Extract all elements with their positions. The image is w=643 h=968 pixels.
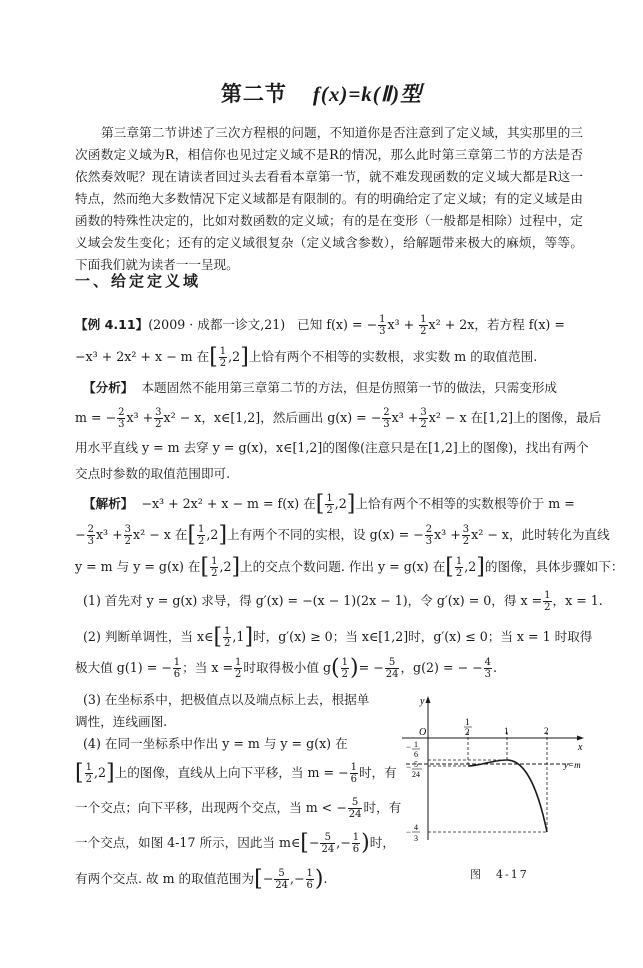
frac-den: 3 [87,536,94,547]
frac-num: 2 [118,407,125,418]
frac-num: 3 [462,524,470,535]
frac-den: 2 [85,774,92,785]
frac-den: 6 [173,669,181,680]
frac-den: 24 [385,669,399,680]
analysis-text: m = − [75,410,117,425]
step-text: ,1 [232,629,245,644]
fraction [425,524,433,547]
fraction [462,524,470,547]
frac-num: 3 [124,524,132,535]
bracket: ] [106,760,115,786]
fraction [124,524,132,547]
frac-den: 2 [420,326,427,337]
frac-num: 5 [348,797,363,809]
example-text-2: x³ + [387,317,415,332]
label-minus: − [406,827,412,837]
solution-text: 上有两个不同的实根，设 g(x) = − [227,527,424,542]
fraction [350,762,358,785]
paren: ( [331,655,340,681]
fraction [274,868,289,891]
frac-num: 1 [224,626,231,637]
paren: ) [361,830,370,856]
step-4-line-4: 一个交点，如图 4-17 所示，因此当 m∈[− $\frac{5}{24}$ ,− $\frac{1}{6}$ )时， [75,830,395,856]
analysis-text: x² − x，x∈[1,2]，然后画出 g(x) = − [163,410,382,425]
frac-num: 1 [219,346,227,357]
label-m524-den: 24 [412,770,420,779]
label-two: 2 [544,726,549,736]
fraction [117,407,125,430]
fraction [87,524,95,547]
solution-text: ,2 [219,559,232,574]
frac-num: 1 [350,762,357,773]
solution-text: x³ + [95,527,123,542]
frac-den: 2 [326,505,333,516]
solution-text: y = m 与 y = g(x) 在 [75,559,201,574]
label-ym: y=m [564,760,581,770]
fraction [419,407,427,430]
solution-text: − [75,527,86,542]
fraction [484,657,492,680]
bracket: ] [346,491,356,517]
analysis-text: x³ + [126,410,154,425]
bracket: [ [209,344,218,370]
label-y: y [420,696,425,707]
analysis-line-2 [75,407,602,430]
step-text: (4) 在同一坐标系中作出 y = m 与 y = g(x) 在 [83,736,348,751]
bracket: ] [244,624,254,650]
y-axis-arrow [426,696,431,703]
bracket: [ [213,624,223,650]
frac-num: 2 [383,407,390,418]
fraction [223,626,231,649]
fraction [306,868,314,891]
bracket: [ [300,830,309,856]
frac-num: 1 [85,762,92,773]
label-m16-num: 1 [414,740,418,749]
frac-den: 2 [462,536,470,547]
frac-den: 2 [219,358,227,369]
example-text-1: 已知 f(x) = − [297,317,378,332]
step-text: . [323,871,328,886]
fraction [219,346,227,369]
label-minus: − [406,762,412,772]
step-2-line-1 [75,624,593,650]
step-text: 上的图像，直线从上向下平移，当 m = − [114,765,349,780]
frac-den: 3 [383,419,390,430]
bracket: [ [445,554,454,580]
frac-num: 3 [420,407,427,418]
figure-graph [392,692,592,892]
section-label: 第二节 [220,82,287,106]
frac-num: 1 [306,868,313,879]
fraction [197,524,205,547]
fraction [382,407,390,430]
label-half-num: 1 [465,717,470,727]
step-3-line-2: 调性，连线画图. [75,714,168,729]
step-text: 时，g′(x) ≥ 0；当 x∈[1,2]时，g′(x) ≤ 0；当 x = 1 时取得 [253,629,593,644]
fraction [341,657,349,680]
frac-den: 3 [425,536,433,547]
page-title [0,78,643,108]
step-text: = − [358,660,384,675]
step-text: 时，有 [363,800,402,815]
step-text: ，x = 1. [552,593,603,608]
frac-num: 1 [211,556,218,567]
fraction [348,797,363,820]
bracket: ] [218,522,228,548]
x-axis-arrow [577,736,584,741]
section-formula: f(x)=k(Ⅱ)型 [312,82,423,106]
bracket: [ [254,866,263,892]
frac-den: 2 [544,602,551,613]
frac-den: 3 [118,419,125,430]
example-line2b: ,2 [228,349,241,364]
frac-den: 2 [420,419,427,430]
solution-label: 【解析】 [83,496,134,511]
analysis-label: 【分析】 [83,380,134,395]
frac-den: 2 [455,568,463,579]
fraction [419,314,427,337]
bracket: [ [200,554,210,580]
bracket: ] [240,344,249,370]
frac-den: 3 [484,669,491,680]
fraction [325,493,333,516]
frac-num: 3 [155,407,162,418]
step-text: (1) 首先对 y = g(x) 求导，得 g′(x) = −(x − 1)(2x − 1)，令 g′(x) = 0，得 x = [83,593,543,608]
fraction [234,657,242,680]
fraction [85,762,93,785]
step-1 [75,590,603,613]
frac-num: 5 [385,657,400,669]
step-text: 有两个交点. 故 m 的取值范围为 [75,871,255,886]
analysis-text: x³ + [391,410,419,425]
label-minus: − [406,742,412,752]
step-4-line-2 [75,760,397,786]
frac-den: 2 [224,638,231,649]
solution-line-3 [75,554,624,580]
bracket: [ [75,760,84,786]
frac-den: 2 [198,536,205,547]
frac-den: 2 [235,669,242,680]
analysis-line-1 [75,378,583,398]
fraction [455,556,463,579]
step-4-line-1 [75,734,385,754]
step-text: ,2 [93,765,106,780]
step-text: ，g(2) = − − [400,660,483,675]
frac-num: 1 [198,524,205,535]
fraction [210,556,218,579]
label-one: 1 [504,726,509,736]
frac-den: 2 [341,669,349,680]
frac-den: 3 [379,326,386,337]
example-line2c: 上恰有两个不相等的实数根，求实数 m 的取值范围. [248,349,538,364]
curve-g [468,760,547,832]
step-4-line-3 [75,797,402,820]
step-text: (2) 判断单调性，当 x∈ [83,629,214,644]
frac-den: 2 [124,536,132,547]
frac-num: 1 [235,657,242,668]
frac-num: 5 [320,832,335,844]
fraction [352,832,360,855]
fraction [320,832,335,855]
step-2-line-2 [75,657,583,680]
frac-den: 24 [348,809,362,820]
label-m43-num: 4 [414,823,418,832]
fraction [154,407,162,430]
solution-line-1 [75,493,583,516]
frac-den: 6 [306,880,313,891]
frac-num: 2 [425,524,433,535]
solution-text: 的图像，具体步骤如下： [484,559,624,574]
step-text: 时取得极小值 g [243,660,332,675]
step-text: . [493,660,498,675]
solution-text: ,2 [206,527,219,542]
solution-text: 上的交点个数问题. 作出 y = g(x) 在 [240,559,446,574]
solution-text: x² − x 在 [133,527,188,542]
bracket: ] [231,554,241,580]
paren: ) [314,866,324,892]
analysis-text: x² − x 在[1,2]上的图像，最后 [428,410,602,425]
label-origin: O [419,727,427,738]
frac-num: 1 [455,556,463,567]
step-text: 时，有 [358,765,397,780]
example-text-3: x² + 2x，若方程 f(x) = [428,317,565,332]
example-label: 【例 4.11】 [75,317,149,332]
frac-num: 1 [326,493,333,504]
label-half-den: 2 [465,727,470,737]
frac-num: 1 [352,832,360,843]
example-source: (2009 · 成都一诊文,21) [148,317,286,332]
step-3-line-1 [75,690,385,710]
label-m43-den: 3 [414,834,418,843]
solution-text: ,2 [334,496,347,511]
bracket: [ [315,491,325,517]
solution-text: ,2 [464,559,477,574]
figure-caption: 图 4-17 [470,868,529,881]
heading-given-domain: 一、给定定义域 [75,272,202,290]
solution-text: x³ + [434,527,461,542]
step-text: 一个交点，如图 4-17 所示，因此当 m∈ [75,835,301,850]
fraction [378,314,386,337]
solution-line-2 [75,522,610,548]
example-line2a: −x³ + 2x² + x − m 在 [75,349,210,364]
frac-den: 24 [275,880,288,891]
frac-den: 2 [155,419,162,430]
paren: ) [350,655,359,681]
analysis-line-3: 用水平直线 y = m 去穿 y = g(x)，x∈[1,2]的图像(注意只是在[1,2]上的图像)，找出有两个 [75,440,589,455]
label-x: x [578,742,583,753]
frac-den: 2 [211,568,218,579]
bracket: [ [187,522,197,548]
frac-den: 6 [350,774,357,785]
example-line-2 [75,346,583,369]
step-text: 一个交点；向下平移，出现两个交点，当 m < − [75,800,347,815]
intro-paragraph [75,122,583,276]
step-text: 时， [369,835,395,850]
frac-num: 1 [420,314,427,325]
solution-text: −x³ + 2x² + x − m = f(x) 在 [141,496,316,511]
frac-num: 5 [274,868,289,880]
fraction [543,590,551,613]
frac-num: 1 [341,657,349,668]
step-text: (3) 在坐标系中，把极值点以及端点标上去，根据单 [83,692,370,707]
analysis-line-4: 交点时参数的取值范围即可. [75,466,231,481]
fraction [385,657,400,680]
analysis-line1: 本题固然不能用第三章第二节的方法，但是仿照第一节的做法，只需变形成 [141,380,557,395]
step-text: ；当 x = [182,660,234,675]
fraction [173,657,181,680]
frac-den: 24 [321,844,335,855]
solution-text: 上恰有两个不相等的实数根等价于 m = [355,496,575,511]
label-m524-num: 5 [414,760,418,769]
example-line-1 [75,314,583,337]
solution-text: x² − x，此时转化为直线 [471,527,610,542]
frac-num: 2 [87,524,94,535]
intro-text: 第三章第二节讲述了三次方程根的问题，不知道你是否注意到了定义域，其实那里的三次函数定义域为R，相信你也见过定义域不是R的情况，那么此时第三章第二节的方法是否依然奏效呢？现在请读者回过头去看看本章第一节，就不难发现函数的定义域大都是R这一特点，然而绝大多数情况下定义域都是有限制的。有的明确给定了定义域；有的定义域是由函数的特殊性决定的，比如对数函数的定义域；有的是在变形（一般都是相除）过程中，定义域会发生变化；还有的定义域很复杂（定义域含参数），给解题带来极大的麻烦，等等。下面我们就为读者一一呈现。 [75,125,583,272]
bracket: ] [476,554,485,580]
label-m16-den: 6 [414,750,418,759]
step-4-line-5: 有两个交点. 故 m 的取值范围为[− $\frac{5}{24}$ ,− $\frac{1}{6}$ ). [75,866,328,892]
frac-num: 1 [379,314,386,325]
frac-num: 4 [484,657,491,668]
frac-num: 1 [544,590,551,601]
frac-den: 6 [352,844,360,855]
step-text: 极大值 g(1) = − [75,660,172,675]
frac-num: 1 [173,657,181,668]
